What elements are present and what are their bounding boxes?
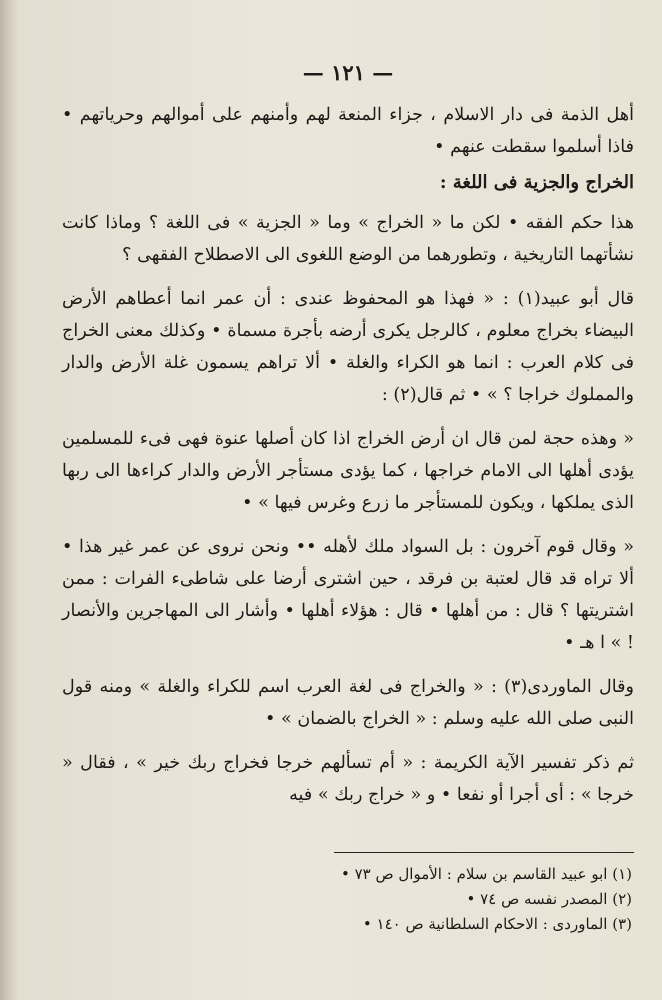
footnote-2: (٢) المصدر نفسه ص ٧٤ •	[466, 890, 632, 908]
paragraph-3: قال أبو عبيد(١) : « فهذا هو المحفوظ عندى : أن عمر انما أعطاهم الأرض البيضاء بخراج معلوم ، كالرجل يكرى أرضه بأجرة مسماة • وكذلك معنى الخراج فى كلام العرب : انما هو الكراء والغلة • ألا تراهم يسمون غلة الأرض والدار والمملوك خراجا ؟ » • ثم قال(٢) :	[62, 289, 635, 405]
paragraph-5: « وقال قوم آخرون : بل السواد ملك لأهله •• ونحن نروى عن عمر غير هذا • ألا تراه قد قال لعتبة بن فرقد ، حين اشترى أرضا على شاطىء الفرات : ممن اشتريتها ؟ قال : من أهلها • قال : هؤلاء أهلها • وأشار الى المهاجرين والأنصار ! » ا هـ •	[62, 537, 634, 653]
paragraph-2: هذا حكم الفقه • لكن ما « الخراج » وما « الجزية » فى اللغة ؟ وماذا كانت نشأتهما التاريخية ، وتطورهما من الوضع اللغوى الى الاصطلاح الفقهى ؟	[62, 213, 634, 265]
section-heading: الخراج والجزية فى اللغة :	[439, 172, 634, 193]
page-edge-shadow	[0, 0, 18, 1000]
paragraph-4: « وهذه حجة لمن قال ان أرض الخراج اذا كان أصلها عنوة فهى فىء للمسلمين يؤدى أهلها الى الامام خراجها ، كما يؤدى مستأجر الأرض والدار كراءها الى ربها الذى يملكها ، ويكون للمستأجر ما زرع وغرس فيها » •	[62, 429, 634, 513]
paragraph-7: ثم ذكر تفسير الآية الكريمة : « أم تسألهم خرجا فخراج ربك خير » ، فقال « خرجا » : أى أجرا أو نفعا • و « خراج ربك » فيه	[62, 753, 634, 805]
footnote-divider	[334, 852, 634, 853]
paragraph-6: وقال الماوردى(٣) : « والخراج فى لغة العرب اسم للكراء والغلة » ومنه قول النبى صلى الله عليه وسلم : « الخراج بالضمان » •	[62, 677, 635, 729]
page-number: — ١٢١ —	[302, 60, 394, 85]
main-text	[62, 60, 634, 823]
footnote-1: (١) ابو عبيد القاسم بن سلام : الأموال ص ٧٣ •	[340, 865, 632, 883]
paragraph-1: أهل الذمة فى دار الاسلام ، جزاء المنعة لهم وأمنهم على أموالهم وحرياتهم • فاذا أسلموا سقطت عنهم •	[62, 105, 634, 157]
footnote-3: (٣) الماوردى : الاحكام السلطانية ص ١٤٠ •	[362, 915, 632, 933]
footnotes	[100, 862, 632, 937]
